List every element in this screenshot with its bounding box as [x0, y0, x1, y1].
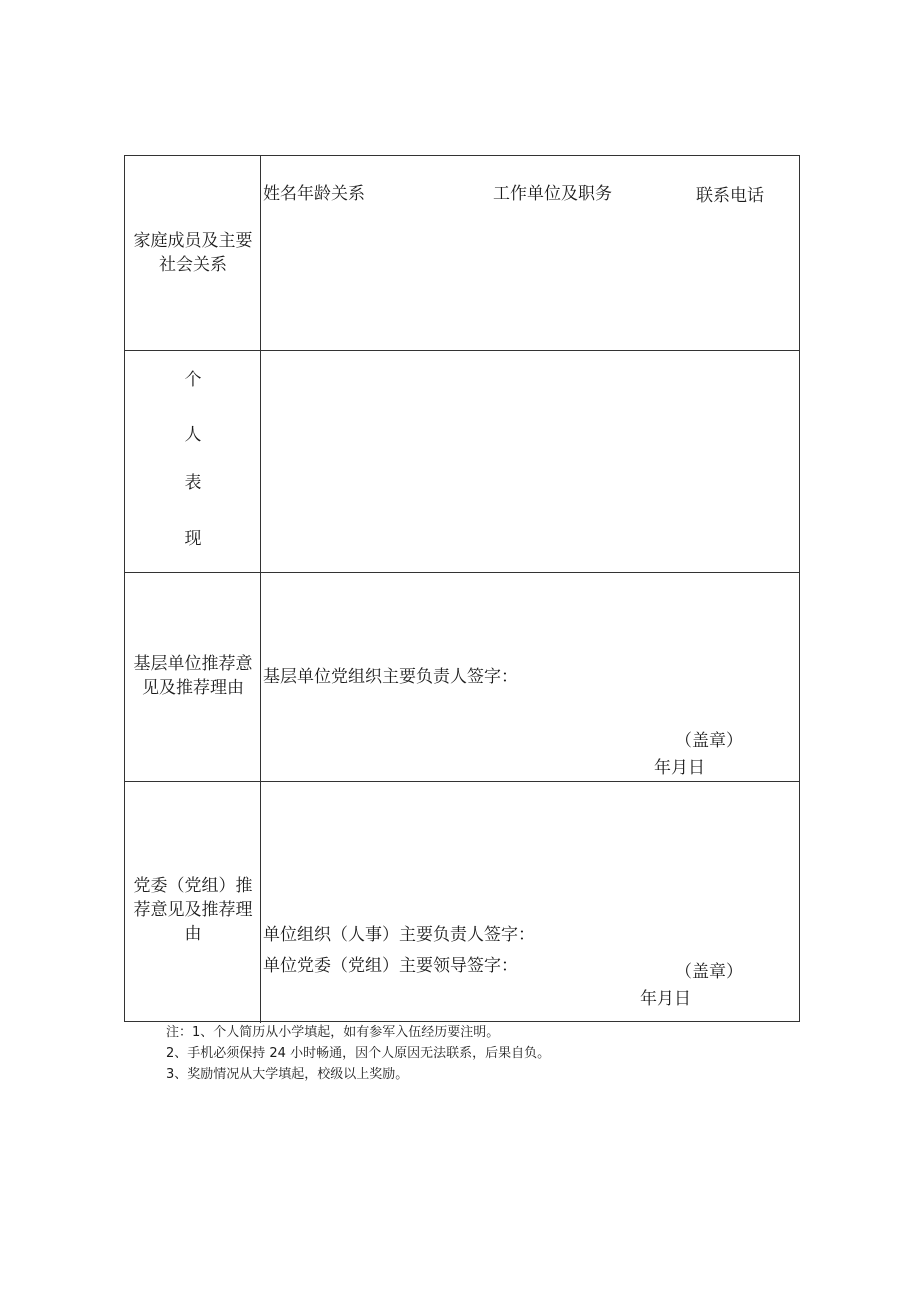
recommendation-form-table — [124, 155, 800, 1022]
grassroots-label-cell — [125, 573, 261, 781]
party-committee-label-line: 党委（党组）推 — [133, 876, 253, 896]
party-committee-label-line: 荐意见及推荐理 — [133, 900, 253, 920]
column-header-name-age-relation: 姓名年龄关系 — [263, 184, 365, 204]
party-committee-content-cell[interactable] — [261, 782, 799, 1023]
note-item: 3、奖励情况从大学填起，校级以上奖励。 — [166, 1067, 409, 1082]
personal-content-cell[interactable] — [261, 351, 799, 572]
personal-label-char: 个 — [184, 370, 202, 390]
party-committee-label-line: 由 — [184, 924, 202, 944]
personal-label-char: 现 — [184, 529, 202, 549]
family-label-line: 家庭成员及主要 — [133, 231, 253, 251]
family-label-cell — [125, 156, 261, 350]
family-label-line: 社会关系 — [159, 255, 227, 275]
family-row — [125, 156, 799, 351]
party-committee-row — [125, 782, 799, 1023]
party-leader-signature-label: 单位党委（党组）主要领导签字： — [263, 956, 518, 976]
grassroots-label-line: 基层单位推荐意 — [133, 654, 253, 674]
party-committee-seal-label: （盖章） — [675, 962, 743, 982]
grassroots-recommendation-row — [125, 573, 799, 782]
personal-performance-row — [125, 351, 799, 573]
party-committee-date-label: 年月日 — [640, 989, 691, 1009]
family-label — [125, 229, 261, 277]
grassroots-label — [125, 652, 261, 700]
note-item: 2、手机必须保持 24 小时畅通，因个人原因无法联系，后果自负。 — [166, 1046, 551, 1061]
form-notes — [166, 1022, 550, 1085]
column-header-phone: 联系电话 — [696, 186, 764, 206]
personal-label-cell — [125, 351, 261, 572]
grassroots-label-line: 见及推荐理由 — [142, 678, 244, 698]
personal-label-char: 人 — [184, 425, 202, 445]
note-item: 注：1、个人简历从小学填起，如有参军入伍经历要注明。 — [166, 1025, 500, 1040]
column-header-work-unit: 工作单位及职务 — [493, 184, 612, 204]
grassroots-seal-label: （盖章） — [675, 731, 743, 751]
party-committee-label — [125, 874, 261, 946]
grassroots-content-cell[interactable] — [261, 573, 799, 781]
grassroots-signature-label: 基层单位党组织主要负责人签字： — [263, 667, 518, 687]
party-committee-label-cell — [125, 782, 261, 1023]
org-personnel-signature-label: 单位组织（人事）主要负责人签字： — [263, 925, 535, 945]
family-content-cell[interactable] — [261, 156, 799, 350]
personal-label-char: 表 — [184, 473, 202, 493]
grassroots-date-label: 年月日 — [654, 758, 705, 778]
